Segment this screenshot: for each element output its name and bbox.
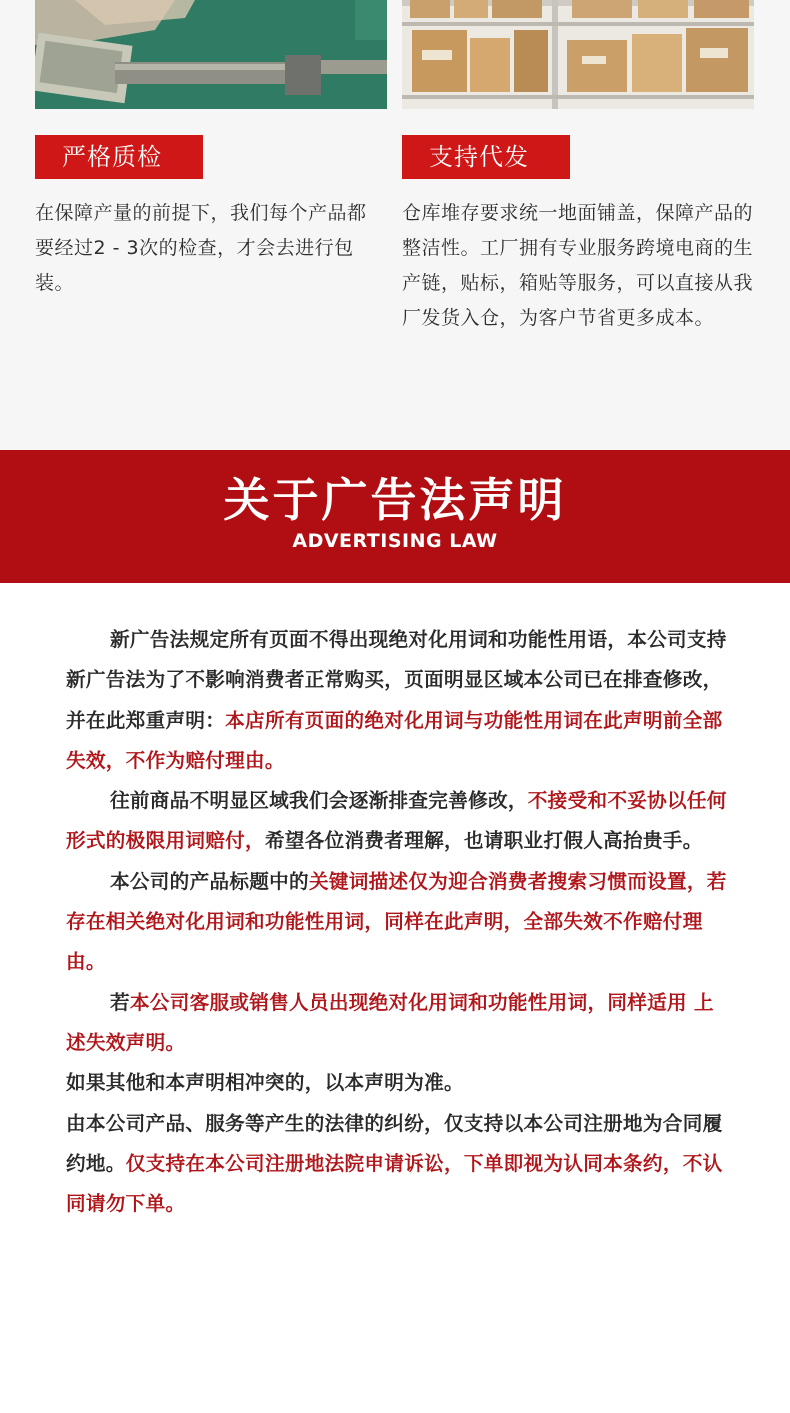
law-p6-text: 由本公司产品、服务等产生的法律的纠纷，仅支持以本公司注册地为合同履约地。: [66, 1111, 723, 1175]
law-p2-text: 往前商品不明显区域我们会逐渐排查完善修改，: [110, 789, 528, 813]
law-p2-emphasis: 不接受和不妥协以任何形式的极限用词赔付，: [66, 789, 727, 853]
banner-subtitle: ADVERTISING LAW: [292, 530, 498, 552]
warehouse-photo: [402, 0, 754, 109]
dropshipping-description: 仓库堆存要求统一地面铺盖，保障产品的整洁性。工厂拥有专业服务跨境电商的生产链，贴标，箱贴等服务，可以直接从我厂发货入仓，为客户节省更多成本。: [402, 202, 754, 329]
advertising-law-banner: [0, 450, 790, 583]
law-p3-emphasis: 关键词描述仅为迎合消费者搜索习惯而设置，若存在相关绝对化用词和功能性用词，同样在此声明，全部失效不作赔付理由。: [66, 869, 727, 974]
law-paragraph-4: [66, 983, 730, 1064]
tag-quality-inspection: 严格质检: [35, 135, 203, 179]
feature-section: [0, 0, 790, 450]
law-p4-emphasis: 本公司客服或销售人员出现绝对化用词和功能性用词，同样适用 上述失效声明。: [66, 990, 714, 1054]
law-paragraph-1: [66, 620, 730, 781]
law-paragraph-2: [66, 781, 730, 862]
law-p4-text: 若: [110, 990, 130, 1014]
law-paragraph-3: [66, 862, 730, 983]
law-p6-emphasis: 仅支持在本公司注册地法院申请诉讼，下单即视为认同本条约，不认同请勿下单。: [66, 1151, 723, 1216]
law-paragraph-6: [66, 1104, 730, 1225]
law-paragraph-5: 如果其他和本声明相冲突的，以本声明为准。: [66, 1071, 464, 1095]
law-p1-emphasis: 本店所有页面的绝对化用词与功能性用词在此声明前全部失效，不作为赔付理由。: [66, 708, 723, 772]
law-p2-text-end: 希望各位消费者理解，也请职业打假人高抬贵手。: [264, 829, 703, 853]
law-p3-text: 本公司的产品标题中的: [110, 869, 309, 893]
quality-inspection-description: 在保障产量的前提下，我们每个产品都要经过2 - 3次的检查，才会去进行包装。: [35, 202, 367, 294]
quality-inspection-photo: [35, 0, 387, 109]
advertising-law-statement: [66, 620, 730, 1224]
tag-dropshipping: 支持代发: [402, 135, 570, 179]
banner-title: 关于广告法声明: [223, 473, 567, 527]
law-p1-text: 新广告法规定所有页面不得出现绝对化用词和功能性用语，本公司支持新广告法为了不影响消费者正常购买，页面明显区域本公司已在排查修改，并在此郑重声明：: [66, 628, 727, 732]
